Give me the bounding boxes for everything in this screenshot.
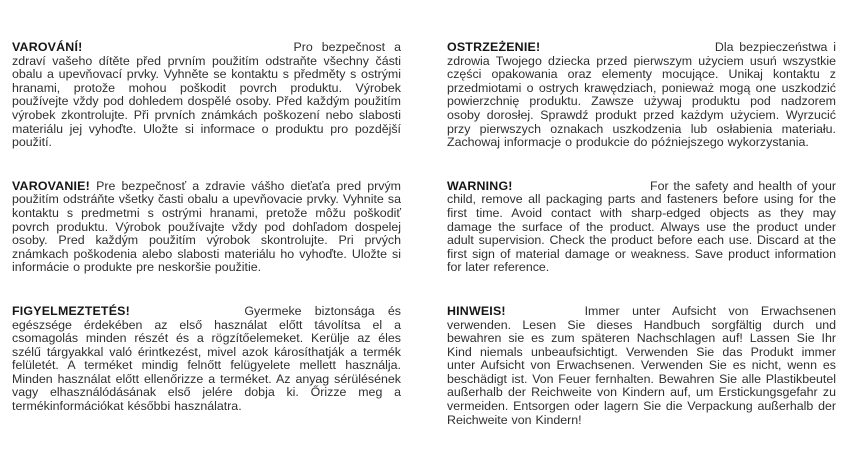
warning-body-slovak: Pre bezpečnosť a zdravie vášho dieťaťa pred prvým použitím odstráňte všetky časti obalu a upevňovacie prvky. Vyhnite sa kontaktu s predmetmi s ostrými hranami, pretože môžu poškodiť povrch produktu. Výrobok používajte vždy pod dohľadom dospelej osoby. Pred každým použitím výrobok skontrolujte. Pri prvých známkach poškodenia alebo slabosti materiálu ho vyhoďte. Uložte si informácie o produkte pre neskoršie použitie. [12,178,401,275]
warning-body-polish: Dla bezpieczeństwa i zdrowia Twojego dziecka przed pierwszym użyciem usuń wszystkie części opakowania oraz elementy mocujące. Unikaj kontaktu z przedmiotami o ostrych krawędziach, ponieważ mogą one uszkodzić powierzchnię produktu. Zawsze używaj produktu pod nadzorem osoby dorosłej. Sprawdź produkt przed każdym użyciem. Wyrzucić przy pierwszych oznakach uszkodzenia lub osłabienia materiału. Zachowaj informacje o produkcie do późniejszego wykorzystania. [447,40,836,150]
warning-heading-english: WARNING! [447,178,513,193]
warning-body-hungarian: Gyermeke biztonsága és egészsége érdekében az első használat előtt távolítsa el a csomagolás minden részét és a rögzítőelemeket. Kerülje az éles szélű tárgyakkal való érintkezést, mivel azok károsíthatják a termék felületét. A terméket mindig felnőtt felügyelete mellett használja. Minden használat előtt ellenőrizze a terméket. Az anyag sérülésének vagy elhasználódásának első jelére dobja ki. Őrizze meg a termékinformációkat későbbi használatra. [12,303,401,414]
warning-heading-slovak: VAROVANIE! [12,178,90,193]
warning-section-polish [447,41,836,150]
warning-heading-polish: OSTRZEŻENIE! [447,40,541,54]
warning-heading-czech: VAROVÁNÍ! [12,40,83,54]
warning-section-german [447,305,836,427]
warning-heading-hungarian: FIGYELMEZTETÉS! [12,303,130,318]
warning-section-slovak [12,180,401,275]
heading-gap [518,314,572,315]
heading-gap [91,50,284,51]
warning-body-german: Immer unter Aufsicht von Erwachsenen verwenden. Lesen Sie dieses Handbuch sorgfältig durch und bewahren sie es zum späteren Nachschlagen auf! Lassen Sie Ihr Kind niemals unbeaufsichtigt. Verwenden Sie das Produkt immer unter Aufsicht von Erwachsenen. Verwenden Sie es nicht, wenn es beschädigt ist. Von Feuer fernhalten. Bewahren Sie alle Plastikbeutel außerhalb der Reichweite von Kindern auf, um Erstickungsgefahr zu vermeiden. Entsorgen oder lagern Sie die Verpackung außerhalb der Reichweite von Kindern! [447,303,837,427]
warning-section-hungarian [12,305,401,414]
left-column [12,41,401,427]
warning-body-english: For the safety and health of your child, remove all packaging parts and fasteners before using for the first time. Avoid contact with sharp-edged objects as they may damage the surface of the product. Always use the product under adult supervision. Check the product before each use. Discard at the first sign of material damage or weakness. Save product information for later reference. [447,178,836,275]
right-column [447,41,836,427]
heading-gap [546,50,709,51]
warning-section-english [447,180,836,275]
warning-section-czech [12,41,401,150]
heading-gap [517,189,645,190]
heading-gap [143,314,231,315]
warning-heading-german: HINWEIS! [447,303,506,318]
warning-body-czech: Pro bezpečnost a zdraví vašeho dítěte před prvním použitím odstraňte všechny části obalu a upevňovací prvky. Vyhněte se kontaktu s předměty s ostrými hranami, protože mohou poškodit povrch produktu. Výrobek používejte vždy pod dohledem dospělé osoby. Před každým použitím výrobek zkontrolujte. Při prvních známkách poškození nebo slabosti materiálu jej vyhoďte. Uložte si informace o produktu pro pozdější použití. [12,40,402,150]
